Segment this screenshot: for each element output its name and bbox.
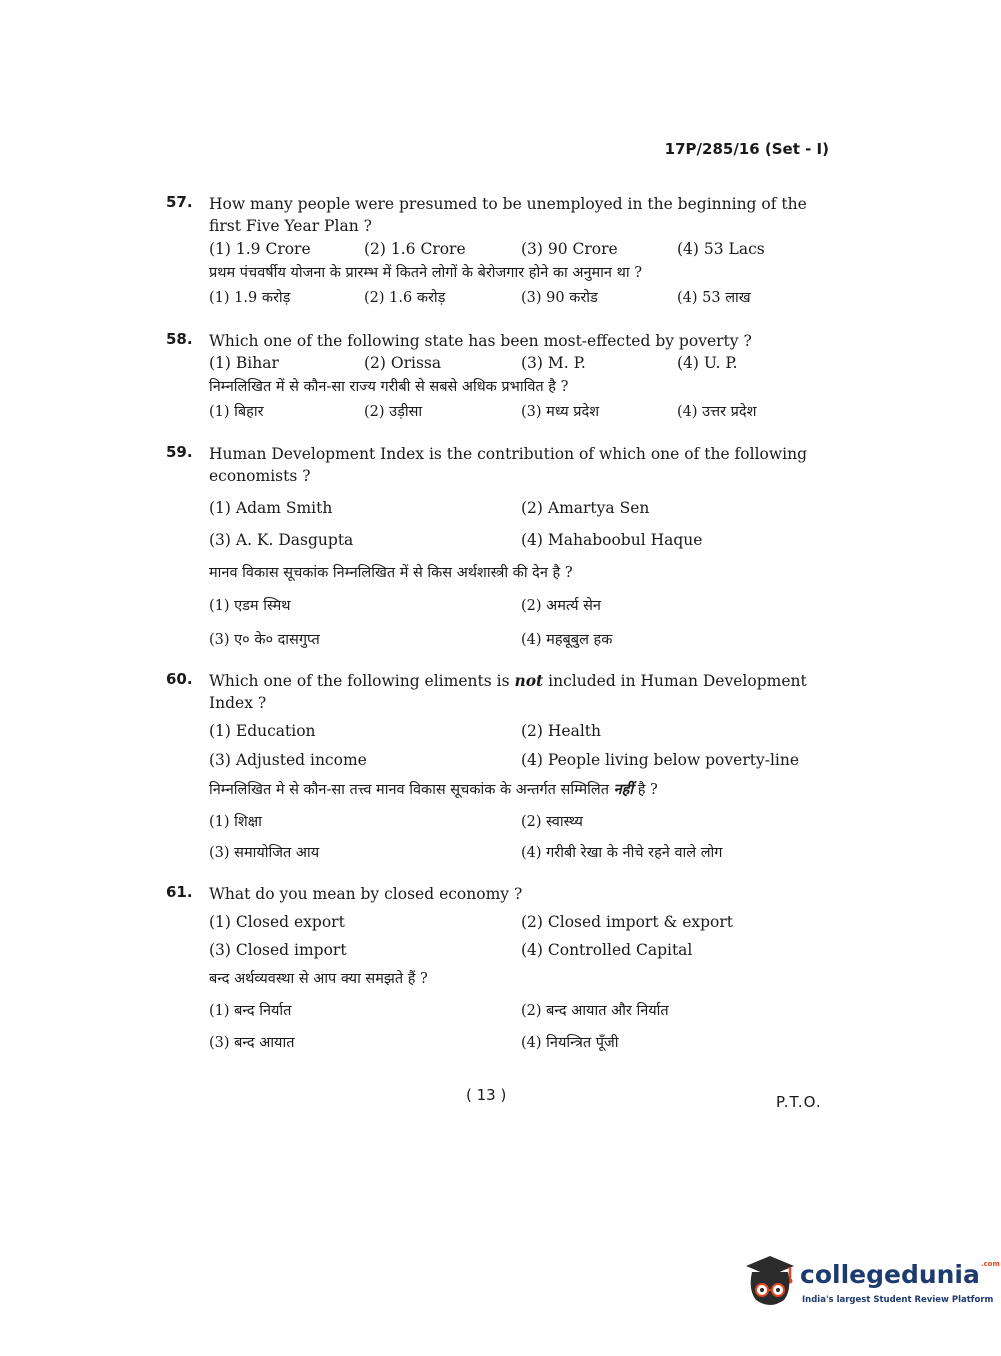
brand-text: collegedunia [800, 1260, 980, 1289]
option-4-en: (4) Controlled Capital [521, 941, 693, 959]
option-1-hi: (1) शिक्षा [209, 814, 262, 830]
option-2-hi: (2) अमर्त्य सेन [521, 598, 601, 614]
question-text-hi [209, 778, 824, 802]
options-hi [209, 1031, 824, 1055]
option-3-en: (3) Closed import [209, 941, 347, 959]
question-number: 60. [166, 670, 193, 688]
option-2-hi: (2) उड़ीसा [364, 404, 423, 420]
brand-tagline: India's largest Student Review Platform [802, 1295, 994, 1305]
option-1-en: (1) Education [209, 722, 316, 740]
option-3-hi: (3) 90 करोड [521, 290, 598, 306]
options-hi [209, 400, 824, 424]
option-2-hi: (2) स्वास्थ्य [521, 814, 583, 830]
collegedunia-logo [742, 1250, 1000, 1312]
options-hi [209, 286, 824, 310]
question-text-hi: निम्नलिखित में से कौन-सा राज्य गरीबी से सबसे अधिक प्रभावित है ? [209, 379, 569, 395]
option-4-hi: (4) नियन्त्रित पूँजी [521, 1035, 619, 1051]
question-number: 57. [166, 193, 193, 211]
option-4-hi: (4) महबूबुल हक [521, 632, 613, 648]
question-text-en: How many people were presumed to be unemployed in the beginning of the first Five Year Plan ? [209, 195, 807, 235]
question-text-en: Which one of the following state has been most-effected by poverty ? [209, 332, 752, 350]
question-text-hi: बन्द अर्थव्यवस्था से आप क्या समझते हैं ? [209, 971, 428, 987]
paper-code: 17P/285/16 (Set - I) [664, 140, 829, 158]
option-3-hi: (3) ए० के० दासगुप्त [209, 632, 320, 648]
question-text-en-part: included in Human Development Index ? [209, 672, 807, 712]
option-4-en: (4) 53 Lacs [677, 240, 765, 258]
question-number: 59. [166, 443, 193, 461]
page-number: ( 13 ) [466, 1086, 507, 1104]
option-1-en: (1) Closed export [209, 913, 345, 931]
option-1-en: (1) Bihar [209, 354, 279, 372]
options-hi [209, 628, 824, 652]
options-hi [209, 594, 824, 618]
option-3-en: (3) M. P. [521, 354, 586, 372]
question-number: 61. [166, 883, 193, 901]
options-en [209, 528, 824, 552]
options-en [209, 351, 824, 375]
option-4-en: (4) U. P. [677, 354, 738, 372]
option-3-hi: (3) समायोजित आय [209, 845, 320, 861]
question-text-en [209, 670, 824, 714]
question-text-hi-part: है ? [633, 782, 658, 798]
option-2-en: (2) Closed import & export [521, 913, 734, 931]
option-2-hi: (2) बन्द आयात और निर्यात [521, 1003, 669, 1019]
pto-label: P.T.O. [776, 1093, 822, 1111]
option-1-hi: (1) बिहार [209, 404, 264, 420]
options-en [209, 496, 824, 520]
option-1-en: (1) 1.9 Crore [209, 240, 311, 258]
option-3-en: (3) 90 Crore [521, 240, 618, 258]
option-2-hi: (2) 1.6 करोड़ [364, 290, 446, 306]
mascot-icon [742, 1250, 798, 1310]
emphasis-nahin: नहीं [613, 781, 634, 798]
options-en [209, 938, 824, 962]
options-hi [209, 841, 824, 865]
option-4-hi: (4) उत्तर प्रदेश [677, 404, 757, 420]
brand-name [800, 1260, 1000, 1289]
option-3-hi: (3) बन्द आयात [209, 1035, 295, 1051]
options-hi [209, 999, 824, 1023]
question-text-en-part: Which one of the following eliments is [209, 672, 515, 690]
question-text-en: Human Development Index is the contribution of which one of the following economists ? [209, 445, 807, 485]
option-3-en: (3) Adjusted income [209, 751, 367, 769]
option-4-en: (4) Mahaboobul Haque [521, 531, 703, 549]
option-2-en: (2) Amartya Sen [521, 499, 650, 517]
options-en [209, 237, 824, 261]
option-4-hi: (4) गरीबी रेखा के नीचे रहने वाले लोग [521, 845, 723, 861]
question-text-en: What do you mean by closed economy ? [209, 885, 523, 903]
question-text-hi-part: निम्नलिखित मे से कौन-सा तत्त्व मानव विकास सूचकांक के अन्तर्गत सम्मिलित [209, 782, 614, 798]
options-en [209, 719, 824, 743]
options-hi [209, 810, 824, 834]
option-1-hi: (1) एडम स्मिथ [209, 598, 291, 614]
option-1-hi: (1) बन्द निर्यात [209, 1003, 292, 1019]
options-en [209, 910, 824, 934]
option-2-en: (2) Orissa [364, 354, 442, 372]
option-4-en: (4) People living below poverty-line [521, 751, 800, 769]
emphasis-not: not [514, 671, 544, 690]
options-en [209, 748, 824, 772]
question-text-hi: मानव विकास सूचकांक निम्नलिखित में से किस अर्थशास्त्री की देन है ? [209, 565, 573, 581]
option-3-en: (3) A. K. Dasgupta [209, 531, 354, 549]
question-number: 58. [166, 330, 193, 348]
option-2-en: (2) 1.6 Crore [364, 240, 466, 258]
option-1-hi: (1) 1.9 करोड़ [209, 290, 291, 306]
option-3-hi: (3) मध्य प्रदेश [521, 404, 600, 420]
brand-suffix: .com [980, 1260, 1000, 1268]
option-1-en: (1) Adam Smith [209, 499, 333, 517]
question-text-hi: प्रथम पंचवर्षीय योजना के प्रारम्भ में कितने लोगों के बेरोजगार होने का अनुमान था ? [209, 265, 642, 281]
option-4-hi: (4) 53 लाख [677, 290, 751, 306]
option-2-en: (2) Health [521, 722, 601, 740]
